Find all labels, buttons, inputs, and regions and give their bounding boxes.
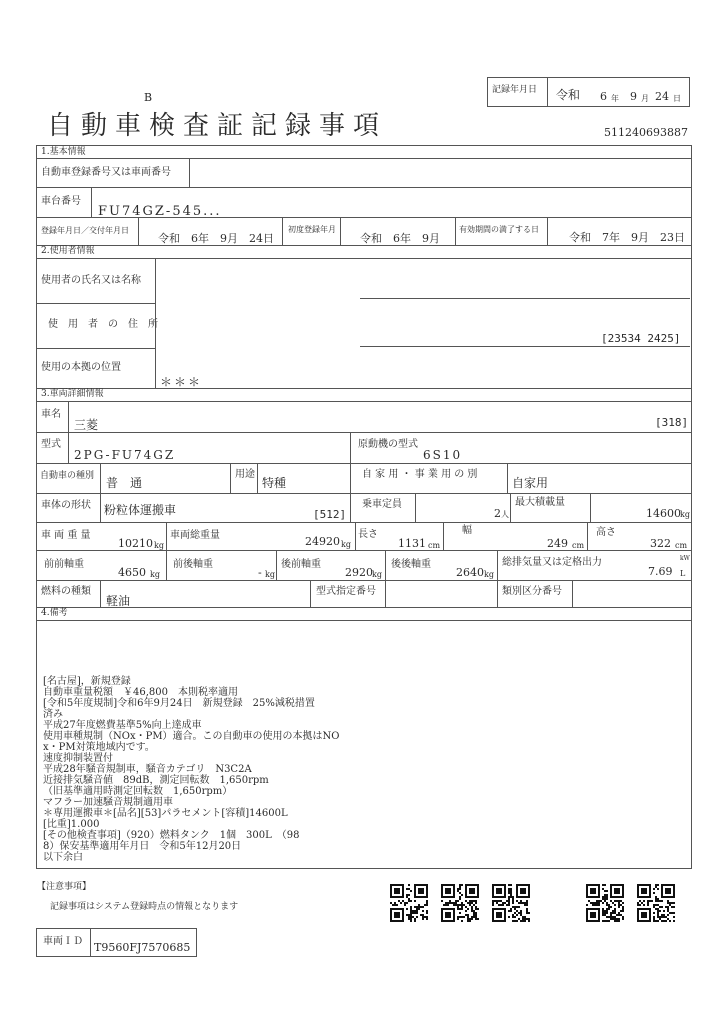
category-label: 類別区分番号 [502, 586, 562, 597]
weight-value: 10210 [118, 537, 153, 550]
section2-title: 2.使用者情報 [41, 246, 95, 256]
gross-weight-label: 車両総重量 [170, 530, 220, 541]
issue-date-value: 令和 6年 9月 24日 [158, 232, 274, 245]
b-mark: B [144, 91, 153, 104]
remarks-line: 以下余白 [43, 852, 83, 863]
usage-value: 特種 [262, 476, 287, 490]
section1-title: 1.基本情報 [41, 147, 86, 157]
rr-axle-label: 後後軸重 [391, 559, 431, 570]
length-label: 長さ [358, 529, 378, 540]
section3-title: 3.車両詳細情報 [41, 389, 104, 399]
maker-code: [318] [655, 416, 689, 429]
width-value: 249 [547, 537, 568, 550]
vehicle-type-value: 普 通 [106, 476, 143, 490]
remarks-line: 使用車種規制（NOx・PM）適合。この自動車の使用の本拠はNO [43, 731, 340, 742]
record-date-era: 令和 [556, 88, 581, 102]
engine-model-label: 原動機の型式 [358, 439, 418, 450]
remarks-line: 自動車重量税額 ￥46,800 本則税率適用 [43, 687, 238, 698]
first-reg-value: 令和 6年 9月 [360, 232, 440, 245]
model-value: 2PG-FU74GZ [74, 448, 176, 462]
remarks-line: [比重]1.000 [43, 819, 100, 830]
rf-axle-value: 2920 [345, 566, 373, 579]
qr-code-icon [637, 884, 675, 922]
ff-axle-value: 4650 [118, 566, 146, 579]
displacement-value: 7.69 [648, 565, 673, 578]
remarks-line: 済み [43, 709, 63, 720]
remarks-line: （旧基準適用時測定回転数 1,650rpm） [43, 786, 233, 797]
remarks-line: [令和5年度規制]令和6年9月24日 新規登録 25%減税措置 [43, 698, 315, 709]
document-number: 511240693887 [604, 126, 688, 139]
max-load-value: 14600 [646, 507, 681, 520]
gross-weight-value: 24920 [305, 535, 340, 548]
fuel-label: 燃料の種類 [41, 586, 91, 597]
issue-date-label: 登録年月日／交付年月日 [41, 226, 129, 235]
rr-axle-value: 2640 [456, 566, 484, 579]
remarks-line: 近接排気騒音値 89dB，測定回転数 1,650rpm [43, 775, 269, 786]
remarks-line: ＊専用運搬車＊[品名][53]パラセメント[容積]14600L [43, 808, 288, 819]
user-address-code: [23534 2425] [601, 332, 681, 345]
height-label: 高さ [596, 527, 616, 538]
vehicle-type-label: 自動車の種別 [40, 471, 95, 481]
reg-number-label: 自動車登録番号又は車両番号 [41, 167, 171, 178]
body-shape-code: [512] [313, 508, 347, 521]
max-load-label: 最大積載量 [515, 497, 565, 508]
user-name-label: 使用者の氏名又は名称 [41, 275, 141, 286]
fr-axle-value: - [258, 566, 262, 579]
expiry-value: 令和 7年 9月 23日 [569, 231, 685, 244]
remarks-line: マフラー加速騒音規制適用車 [43, 797, 173, 808]
engine-model-value: 6S10 [423, 448, 463, 462]
maker-label: 車名 [41, 409, 61, 420]
private-business-value: 自家用 [512, 476, 549, 490]
width-label: 幅 [462, 525, 472, 536]
qr-code-icon [492, 884, 530, 922]
chassis-value: FU74GZ-545... [98, 204, 222, 219]
qr-code-icon [390, 884, 428, 922]
private-business-label: 自 家 用 ・ 事 業 用 の 別 [362, 469, 478, 480]
remarks-line: 速度抑制装置付 [43, 753, 113, 764]
remarks-line: [その他検査事項]（920）燃料タンク 1個 300L （98 [43, 830, 300, 841]
record-date-label: 記録年月日 [492, 85, 538, 95]
vehicle-id-value: T9560FJ7570685 [94, 941, 191, 954]
height-value: 322 [650, 537, 671, 550]
notice-title: 【注意事項】 [37, 882, 92, 892]
qr-code-icon [586, 884, 624, 922]
first-reg-label: 初度登録年月 [288, 225, 336, 234]
fr-axle-label: 前後軸重 [173, 559, 213, 570]
length-value: 1131 [398, 537, 426, 550]
expiry-label: 有効期間の満了する日 [459, 225, 539, 234]
capacity-label: 乗車定員 [362, 499, 402, 510]
user-address-label: 使 用 者 の 住 所 [48, 319, 158, 330]
ff-axle-label: 前前軸重 [44, 559, 84, 570]
body-shape-value: 粉粒体運搬車 [104, 503, 177, 517]
capacity-value: 2 [494, 507, 501, 520]
remarks-line: [名古屋]，新規登録 [43, 676, 131, 687]
type-designation-label: 型式指定番号 [316, 586, 376, 597]
remarks-line: 8）保安基準適用年月日 令和5年12月20日 [43, 841, 242, 852]
rf-axle-label: 後前軸重 [281, 559, 321, 570]
base-location-label: 使用の本拠の位置 [41, 362, 121, 373]
maker-value: 三菱 [74, 418, 99, 432]
remarks-line: x・PM対策地域内です。 [43, 742, 155, 753]
page-title: 自動車検査証記録事項 [47, 111, 388, 141]
body-shape-label: 車体の形状 [41, 500, 91, 511]
remarks-line: 平成27年度燃費基準5%向上達成車 [43, 720, 202, 731]
remarks-line: 平成28年騒音規制車，騒音カテゴリ N3C2A [43, 764, 252, 775]
chassis-label: 車台番号 [41, 196, 81, 207]
fuel-value: 軽油 [106, 594, 131, 608]
usage-label: 用途 [235, 469, 255, 480]
section4-title: 4.備考 [41, 608, 68, 618]
base-location-value: ＊＊＊ [160, 375, 203, 389]
model-label: 型式 [41, 439, 61, 450]
vehicle-id-label: 車両ＩＤ [43, 936, 83, 947]
qr-code-icon [441, 884, 479, 922]
displacement-label: 総排気量又は定格出力 [502, 557, 602, 568]
notice-text: 記録事項はシステム登録時点の情報となります [50, 902, 239, 912]
weight-label: 車 両 重 量 [41, 530, 91, 541]
